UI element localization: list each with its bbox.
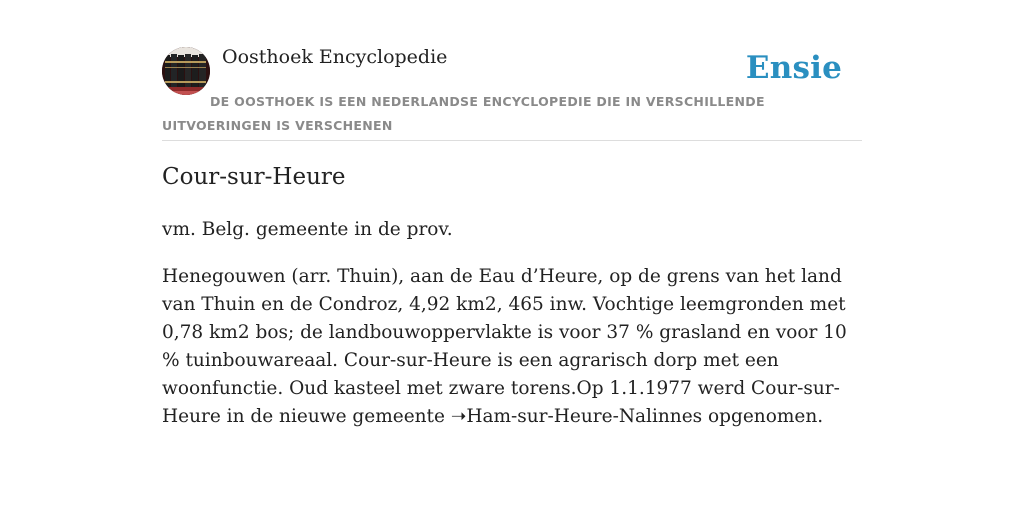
site-title[interactable]: Oosthoek Encyclopedie — [222, 46, 448, 68]
page-container — [162, 0, 862, 427]
article-title: Cour-sur-Heure — [162, 164, 346, 190]
site-tagline: DE OOSTHOEK IS EEN NEDERLANDSE ENCYCLOPEDIE DIE IN VERSCHILLENDE UITVOERINGEN IS VERSCHENEN — [162, 94, 765, 133]
article-paragraph: Henegouwen (arr. Thuin), aan de Eau d’Heure, op de grens van het land van Thuin en de Condroz, 4,92 km2, 465 inw. Vochtige leemgronden met 0,78 km2 bos; de landbouwoppervlakte is voor 37 % grasland en voor 10 % tuinbouwareaal. Cour-sur-Heure is een agrarisch dorp met een woonfunctie. Oud kasteel met zware torens.Op 1.1.1977 werd Cour-sur-Heure in de nieuwe gemeente ➝Ham-sur-Heure-Nalinnes opgenomen. — [162, 266, 847, 427]
article-paragraph: vm. Belg. gemeente in de prov. — [162, 219, 453, 240]
encyclopedia-books-icon[interactable] — [162, 47, 210, 95]
brand-logo[interactable]: Ensie — [745, 50, 842, 86]
site-header — [162, 0, 862, 141]
